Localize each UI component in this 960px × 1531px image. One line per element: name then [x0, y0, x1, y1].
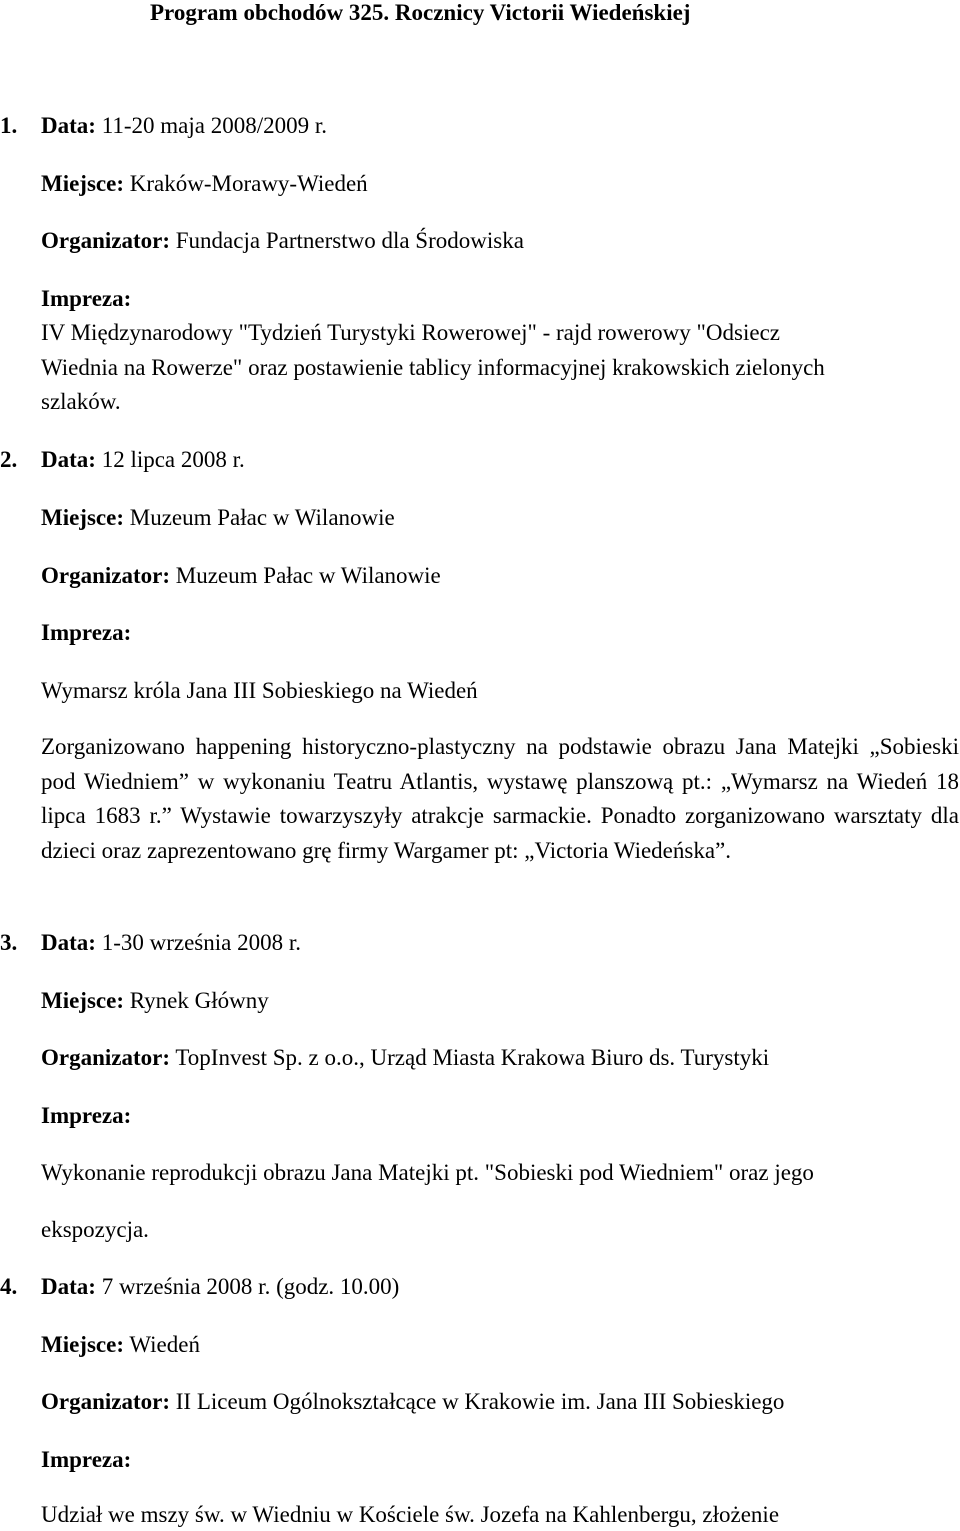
- event-organizer: Fundacja Partnerstwo dla Środowiska: [175, 228, 524, 253]
- organizer-label: Organizator:: [41, 228, 171, 253]
- place-label: Miejsce:: [41, 988, 124, 1013]
- event-title: Wymarsz króla Jana III Sobieskiego na Wiedeń: [41, 678, 478, 703]
- event-label: Impreza:: [41, 620, 132, 645]
- event-number: 2.: [0, 447, 18, 472]
- event-label: Impreza:: [41, 1103, 132, 1128]
- event-label: Impreza:: [41, 1447, 132, 1472]
- event-organizer-line: [41, 1043, 769, 1073]
- document-title: Program obchodów 325. Rocznicy Victorii Wiedeńskiej: [150, 0, 691, 25]
- place-label: Miejsce:: [41, 171, 124, 196]
- event-organizer-line: [41, 1387, 784, 1417]
- event-description: Zorganizowano happening historyczno-plastyczny na podstawie obrazu Jana Matejki „Sobieski pod Wiedniem” w wykonaniu Teatru Atlantis, wystawę planszową pt.: „Wymarsz na Wiedeń 18 lipca 1683 r.” Wystawie towarzyszyły atrakcje sarmackie. Ponadto zorganizowano warsztaty dla dzieci oraz zaprezentowano grę firmy Wargamer pt: „Victoria Wiedeńska”.: [41, 734, 959, 863]
- organizer-label: Organizator:: [41, 563, 171, 588]
- event-organizer: TopInvest Sp. z o.o., Urząd Miasta Krakowa Biuro ds. Turystyki: [175, 1045, 770, 1070]
- event-number: 3.: [0, 930, 18, 955]
- event-organizer-line: [41, 561, 441, 591]
- event-desc-line: IV Międzynarodowy "Tydzień Turystyki Rowerowej" - rajd rowerowy "Odsiecz: [41, 320, 780, 345]
- event-place: Rynek Główny: [129, 988, 269, 1013]
- event-place: Muzeum Pałac w Wilanowie: [129, 505, 395, 530]
- event-organizer-line: [41, 226, 524, 256]
- event-place-line: [41, 503, 395, 533]
- event-place-line: [41, 1330, 200, 1360]
- event-desc-line: Wiednia na Rowerze" oraz postawienie tablicy informacyjnej krakowskich zielonych: [41, 355, 825, 380]
- event-place-line: [41, 169, 368, 199]
- event-desc-line: Udział we mszy św. w Wiedniu w Kościele św. Jozefa na Kahlenbergu, złożenie: [41, 1502, 780, 1527]
- event-date-line: [41, 111, 327, 141]
- event-date: 12 lipca 2008 r.: [101, 447, 245, 472]
- event-number: 4.: [0, 1274, 18, 1299]
- event-organizer: II Liceum Ogólnokształcące w Krakowie im. Jana III Sobieskiego: [175, 1389, 785, 1414]
- event-date: 1-30 września 2008 r.: [101, 930, 301, 955]
- event-label: Impreza:: [41, 286, 132, 311]
- date-label: Data:: [41, 113, 96, 138]
- event-date-line: [41, 445, 245, 475]
- event-date-line: [41, 1272, 399, 1302]
- event-place-line: [41, 986, 269, 1016]
- event-date-line: [41, 928, 301, 958]
- event-desc-line: Wykonanie reprodukcji obrazu Jana Matejki pt. "Sobieski pod Wiedniem" oraz jego: [41, 1160, 814, 1185]
- event-organizer: Muzeum Pałac w Wilanowie: [175, 563, 441, 588]
- place-label: Miejsce:: [41, 1332, 124, 1357]
- event-number: 1.: [0, 113, 18, 138]
- event-date: 7 września 2008 r. (godz. 10.00): [101, 1274, 400, 1299]
- date-label: Data:: [41, 1274, 96, 1299]
- place-label: Miejsce:: [41, 505, 124, 530]
- organizer-label: Organizator:: [41, 1389, 171, 1414]
- event-date: 11-20 maja 2008/2009 r.: [101, 113, 327, 138]
- event-desc-line: ekspozycja.: [41, 1217, 149, 1242]
- event-desc-line: szlaków.: [41, 389, 121, 414]
- date-label: Data:: [41, 930, 96, 955]
- event-place: Kraków-Morawy-Wiedeń: [129, 171, 368, 196]
- event-place: Wiedeń: [129, 1332, 200, 1357]
- date-label: Data:: [41, 447, 96, 472]
- organizer-label: Organizator:: [41, 1045, 171, 1070]
